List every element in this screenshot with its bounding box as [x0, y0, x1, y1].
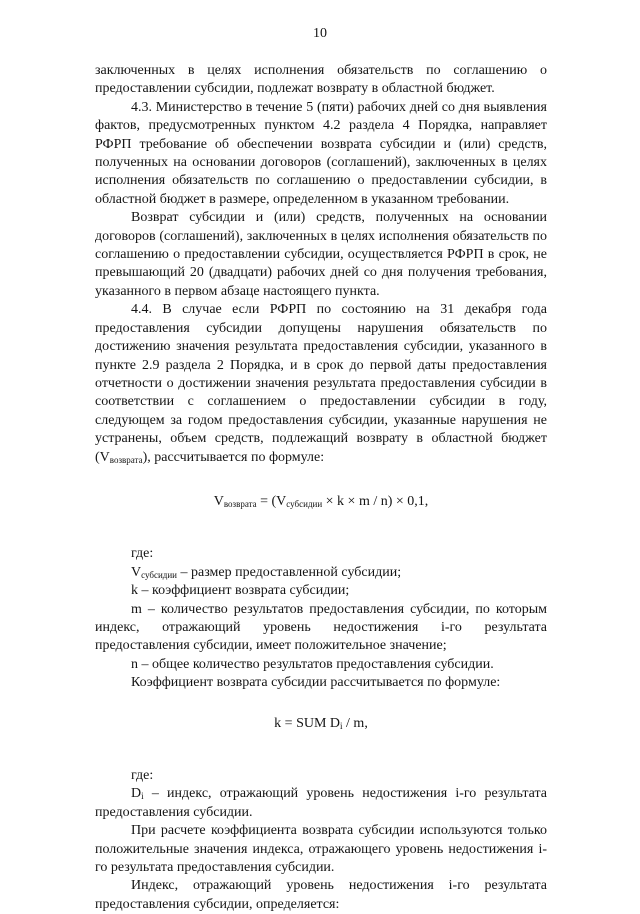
page-number: 10	[313, 26, 327, 41]
paragraph-index-definition: Индекс, отражающий уровень недостижения i-го результата предоставления субсидии, определяется:	[95, 878, 547, 912]
formula2-right: / m,	[342, 715, 368, 731]
formula1-v: V	[213, 493, 224, 509]
paragraph-4-4-text: 4.4. В случае если РФРП по состоянию на 31 декабря года предоставления субсидии допущены нарушения обязательств по достижению значения результата предоставления субсидии, указанного в пункте 2.9 раздела 2 Порядка, и в срок до первой даты предоставления отчетности о достижении значения результата предоставления субсидии в соответствии с соглашением о предоставлении субсидии в году, следующем за годом предоставления субсидии, указанные нарушения не устранены, объем средств, подлежащий возврату в областной бюджет (V	[95, 302, 547, 465]
where1-n-definition: n – общее количество результатов предоставления субсидии.	[131, 656, 494, 672]
where2-d-text: – индекс, отражающий уровень недостижения i-го результата предоставления субсидии.	[95, 786, 547, 820]
where2-d-subscript: i	[141, 791, 144, 802]
where1-v: V	[131, 564, 142, 580]
paragraph-4-4-subscript: возврата	[109, 454, 143, 465]
where1-coefficient-intro: Коэффициент возврата субсидии рассчитывается по формуле:	[131, 675, 501, 691]
where1-k-definition: k – коэффициент возврата субсидии;	[131, 583, 350, 599]
paragraph-positive-values: При расчете коэффициента возврата субсидии используются только положительные значения индекса, отражающего уровень недостижения i-го результата предоставления субсидии.	[95, 823, 547, 876]
where-label-2: где:	[131, 768, 154, 783]
where1-v-subscript: субсидии	[141, 569, 177, 580]
formula1-mid: = (V	[256, 493, 287, 509]
paragraph-return-terms: Возврат субсидии и (или) средств, полученных на основании договоров (соглашений), заключенных в целях исполнения обязательств по соглашению о предоставлении субсидии, осуществляется РФРП в срок, не превышающий 20 (двадцати) рабочих дней со дня получения требования, указанного в первом абзаце настоящего пункта.	[95, 210, 547, 299]
formula2-subscript: i	[340, 720, 343, 731]
formula-coefficient	[95, 715, 547, 733]
formula2-left: k = SUM D	[274, 715, 341, 731]
where2-d-definition	[95, 785, 547, 822]
where1-v-text: – размер предоставленной субсидии;	[176, 564, 402, 580]
where-label-1: где:	[131, 546, 154, 562]
where1-m-definition: m – количество результатов предоставления субсидии, по которым индекс, отражающий уровень недостижения i-го результата предоставления субсидии, имеет положительное значение;	[95, 601, 547, 654]
document-body	[95, 62, 547, 914]
where1-subsidy-definition	[95, 564, 547, 582]
formula1-rest: × k × m / n) × 0,1,	[322, 493, 429, 509]
formula-return-volume	[95, 493, 547, 511]
paragraph-4-3: 4.3. Министерство в течение 5 (пяти) рабочих дней со дня выявления фактов, предусмотренных пунктом 4.2 раздела 4 Порядка, направляет РФРП требование об обеспечении возврата субсидии и (или) средств, полученных на основании договоров (соглашений), заключенных в целях исполнения обязательств по соглашению о предоставлении субсидии, в областной бюджет в размере, определенном в указанном требовании.	[95, 99, 547, 207]
where2-d: D	[131, 786, 142, 802]
paragraph-continuation: заключенных в целях исполнения обязательств по соглашению о предоставлении субсидии, подлежат возврату в областной бюджет.	[95, 63, 547, 97]
formula1-subsidy-subscript: субсидии	[286, 498, 323, 509]
paragraph-4-4-tail: ), рассчитывается по формуле:	[142, 449, 325, 465]
paragraph-4-4	[95, 301, 547, 467]
formula1-v-subscript: возврата	[223, 498, 257, 509]
